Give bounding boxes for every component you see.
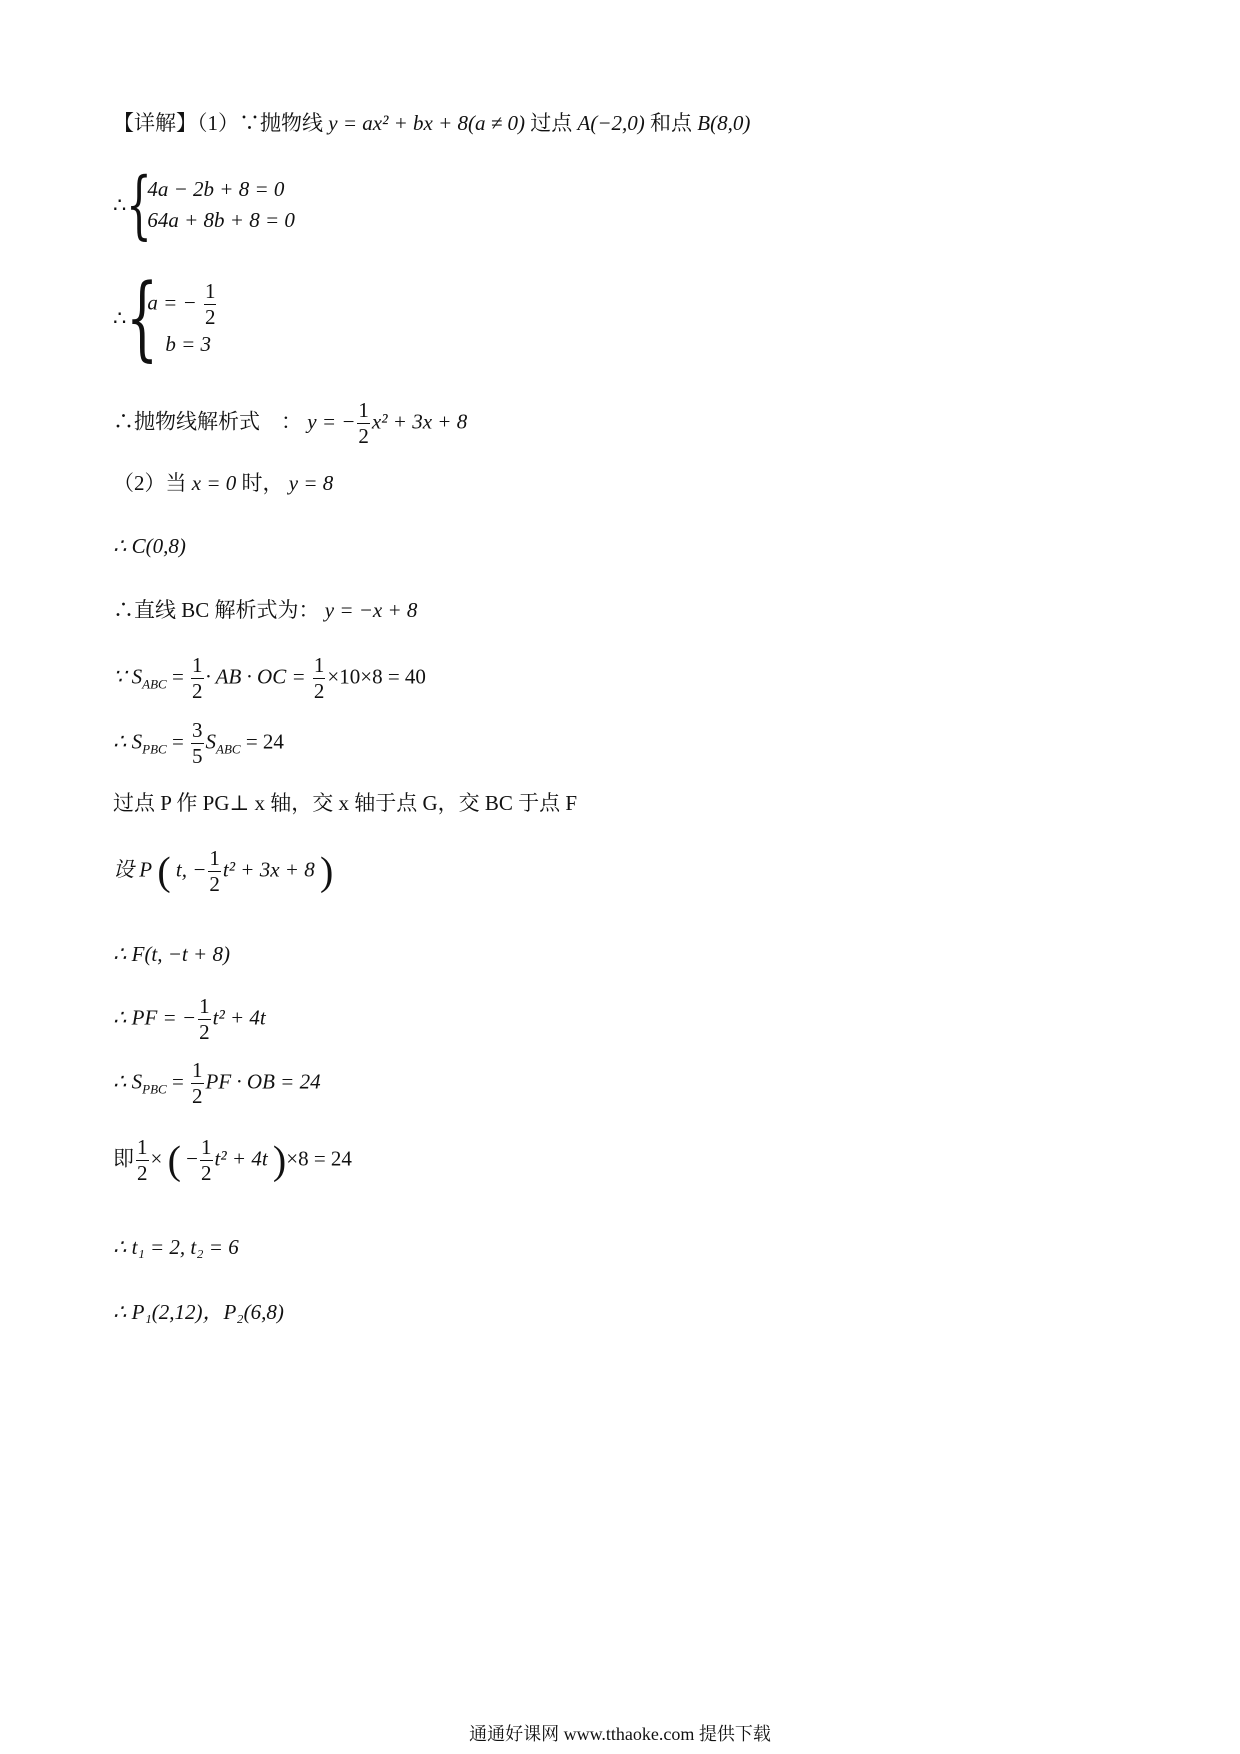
fraction-half [136,1137,149,1184]
parabola-result [113,400,467,447]
system-1-row-1: 4a − 2b + 8 = 0 [147,177,285,201]
frac-num: 1 [192,653,203,677]
parabola-expression: y = ax² + bx + 8(a ≠ 0) [328,111,526,135]
frac-num: 1 [313,653,325,677]
let-p-t: t, − [175,857,207,882]
construction-text: 过点 P 作 PG⊥ x 轴，交 x 轴于点 G，交 BC 于点 F [113,791,578,815]
frac-den: 5 [192,744,203,768]
point-b: B(8,0) [697,111,751,135]
paren-left: ( [167,1137,181,1183]
fraction-half [200,1137,213,1184]
equals: = [171,1069,184,1094]
pf-length [113,996,266,1043]
part-2-label: （2）当 [113,471,187,495]
fraction-half [198,996,211,1043]
frac-den: 2 [313,679,325,703]
frac-den: 2 [358,424,369,448]
let-p-label: 设 P [113,857,153,882]
equation-inner: t² + 4t [214,1146,268,1171]
point-a: A(−2,0) [577,111,645,135]
part-2-intro [113,473,333,494]
frac-num: 1 [201,1135,212,1159]
p-solutions: ∴ P₁(2,12)，P₂(6,8) [113,1300,284,1324]
point-c: ∴ C(0,8) [113,534,186,558]
frac-num: 3 [192,718,203,742]
frac-num: 1 [137,1135,148,1159]
pf-expr: t² + 4t [212,1005,266,1030]
line-bc-label: ∴直线 BC 解析式为： [113,598,320,622]
part-2-when: 时， [241,471,284,495]
let-p-expr: t² + 3x + 8 [222,857,315,882]
fraction-half [357,400,370,447]
system-2 [113,264,218,371]
fraction-half [313,655,326,702]
fraction-half [191,1060,204,1107]
paren-right: ) [319,848,334,894]
equation-line: 即 $\frac{1}{2}$ × ( − $\frac{1}{2}$ t² + 4t )×8 = 24 [113,1135,352,1185]
parabola-result-rest: x² + 3x + 8 [371,409,468,434]
area-pbc-s2: S [205,729,217,754]
area-pbc-sub: PBC [142,741,167,757]
system-1-row-2: 64a + 8b + 8 = 0 [147,208,295,232]
line-bc [113,600,417,621]
intro-and: 和点 [650,111,693,135]
equation-prefix: 即 [113,1146,134,1171]
frac-den: 2 [204,305,216,329]
equation-end: ×8 = 24 [286,1146,352,1171]
area-pbc-pf-s: ∴ S [113,1069,143,1094]
area-abc-mid: · AB · OC = [205,664,306,689]
area-pbc-pf-end: PF · OB = 24 [205,1069,321,1094]
frac-num: 1 [192,1058,203,1082]
x-zero: x = 0 [191,471,237,495]
frac-den: 2 [137,1161,148,1185]
frac-num: 1 [358,398,369,422]
area-pbc-end: = 24 [245,729,284,754]
system-1-prefix: ∴ [113,192,127,217]
equals: = [171,664,184,689]
area-pbc-pf-sub: PBC [142,1081,167,1097]
pf-label: ∴ PF = − [113,1005,197,1030]
area-abc-s: ∵ S [113,664,143,689]
intro-label: 【详解】（1）∵抛物线 [113,111,323,135]
area-abc [113,655,426,702]
line-bc-expression: y = −x + 8 [324,598,418,622]
fraction-three-fifths [191,720,204,767]
frac-den: 2 [192,679,203,703]
brace-icon: { [126,264,159,371]
intro-line [113,113,750,134]
t-solutions: ∴ t₁ = 2, t₂ = 6 [113,1235,239,1259]
parabola-result-y: y = − [307,409,356,434]
frac-num: 1 [204,279,216,303]
intro-passes: 过点 [530,111,573,135]
area-abc-sub: ABC [142,676,167,692]
equals: = [171,729,184,754]
fraction-half [208,848,221,895]
parabola-result-label: ∴抛物线解析式 ： [113,409,302,434]
frac-den: 2 [192,1084,203,1108]
paren-right: ) [272,1137,287,1183]
frac-num: 1 [199,994,210,1018]
let-p [113,848,333,895]
system-2-prefix: ∴ [113,305,127,330]
point-f: ∴ F(t, −t + 8) [113,942,230,966]
area-pbc [113,720,284,767]
frac-den: 2 [201,1161,212,1185]
system-2-row-2: b = 3 [165,332,212,356]
area-pbc-sub2: ABC [216,741,241,757]
page-footer: 通通好课网 www.tthaoke.com 提供下载 [469,1724,771,1744]
paren-left: ( [157,848,171,894]
area-abc-end: ×10×8 = 40 [327,664,426,689]
area-pbc-pf [113,1060,321,1107]
area-pbc-s: ∴ S [113,729,143,754]
fraction-half [204,281,217,328]
y-eight: y = 8 [288,471,334,495]
system-2-a-label: a = − [147,290,197,315]
frac-num: 1 [209,846,220,870]
system-1 [113,162,295,248]
frac-den: 2 [199,1020,210,1044]
brace-icon: { [126,162,153,248]
fraction-half [191,655,204,702]
frac-den: 2 [209,872,220,896]
times: × [150,1146,163,1171]
